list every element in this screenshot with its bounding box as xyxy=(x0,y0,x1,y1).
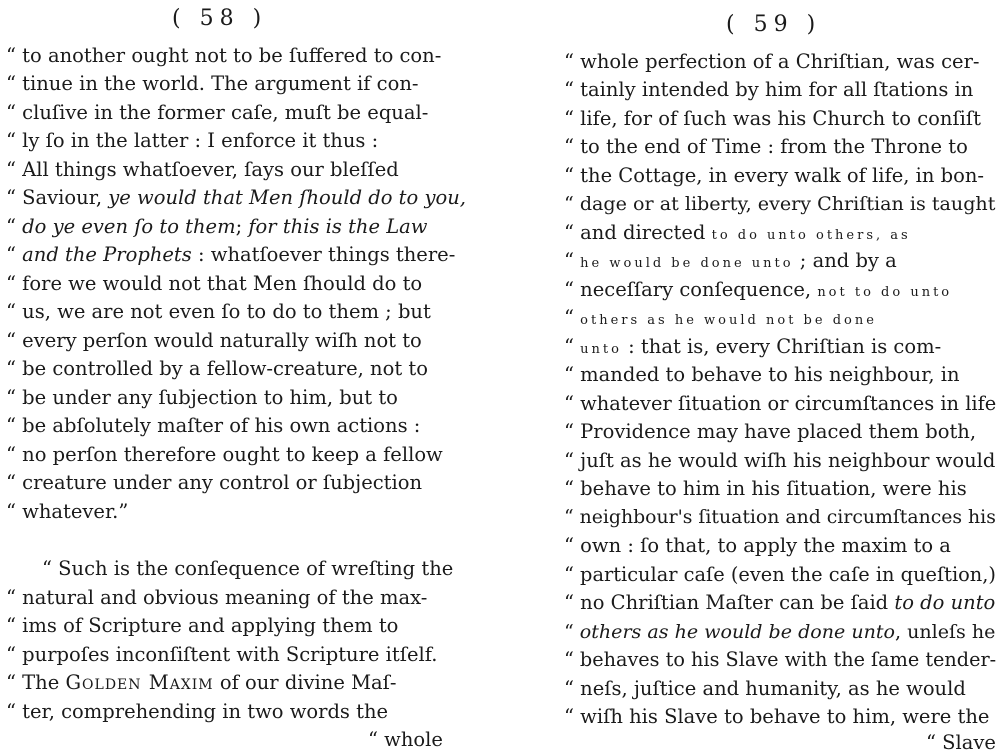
text-line: “ Such is the conſequence of wreſting the xyxy=(42,557,454,580)
text-line: “ wiſh his Slave to behave to him, were the xyxy=(564,705,990,728)
text-run: “ xyxy=(564,335,581,358)
text-line: “ cluſive in the former caſe, muſt be equal- xyxy=(6,101,429,124)
catchword: “ whole xyxy=(368,728,443,751)
text-run: , unleſs he xyxy=(894,621,996,643)
text-line: “ dage or at liberty, every Chriſtian is taught xyxy=(564,192,996,215)
text-line xyxy=(6,241,455,270)
text-line: “ be abſolutely maſter of his own actions : xyxy=(6,414,421,437)
text-run: “ xyxy=(564,306,581,329)
text-line: “ ims of Scripture and applying them to xyxy=(6,614,399,637)
text-line: “ tinue in the world. The argument if con- xyxy=(6,72,419,95)
text-run: “ The xyxy=(6,671,66,694)
scripture-quote: and the Prophets xyxy=(22,243,192,266)
small-caps-phrase: Golden Maxim xyxy=(65,671,214,694)
text-line xyxy=(564,304,877,336)
text-line: “ Providence may have placed them both, xyxy=(564,420,977,443)
text-run: of our divine Maſ- xyxy=(213,671,397,694)
text-line: “ fore we would not that Men ſhould do to xyxy=(6,272,423,295)
text-line: “ purpoſes inconſiſtent with Scripture itſelf. xyxy=(6,643,438,666)
text-line xyxy=(564,247,897,279)
text-line: “ to another ought not to be ſuffered to con- xyxy=(6,44,442,67)
text-line: “ the Cottage, in every walk of life, in bon- xyxy=(564,164,985,187)
text-line: “ tainly intended by him for all ſtations in xyxy=(564,78,974,101)
text-line: “ own : ſo that, to apply the maxim to a xyxy=(564,534,951,557)
text-run: “ xyxy=(564,621,580,643)
text-line: “ ly ſo in the latter : I enforce it thus : xyxy=(6,129,379,152)
text-line: “ ter, comprehending in two words the xyxy=(6,700,389,723)
text-run: “ Saviour, xyxy=(6,186,109,209)
scripture-quote: others as he would be done unto xyxy=(579,621,895,643)
text-line: “ no perſon therefore ought to keep a fellow xyxy=(6,443,443,466)
text-line xyxy=(6,184,466,213)
text-line: “ juſt as he would wiſh his neighbour would xyxy=(564,449,996,472)
scripture-quote: ye would that Men ſhould do to you, xyxy=(108,186,466,209)
text-line xyxy=(564,333,941,365)
text-line: “ be controlled by a fellow-creature, not to xyxy=(6,357,428,380)
text-line: “ neighbour's ſituation and circumſtances his xyxy=(564,507,996,528)
text-line: “ every perſon would naturally wiſh not to xyxy=(6,329,422,352)
small-caps-phrase: to do unto others, as xyxy=(711,228,911,243)
text-line: “ behaves to his Slave with the ſame tender- xyxy=(564,648,997,671)
text-line: “ natural and obvious meaning of the max- xyxy=(6,586,428,609)
text-line xyxy=(6,213,428,242)
text-run: “ xyxy=(6,243,23,266)
small-caps-phrase: not to do unto xyxy=(817,285,953,300)
text-line: “ be under any ſubjection to him, but to xyxy=(6,386,398,409)
text-run: : that is, every Chriſtian is com- xyxy=(621,335,942,358)
text-run: ; and by a xyxy=(793,249,897,272)
text-line xyxy=(564,276,952,308)
scripture-quote: do ye even ſo to them xyxy=(22,215,236,238)
page-number: ( 58 ) xyxy=(172,6,268,31)
catchword: “ Slave xyxy=(926,731,996,754)
text-run: “ xyxy=(564,249,581,272)
text-run: “ xyxy=(6,215,23,238)
text-line: “ manded to behave to his neighbour, in xyxy=(564,363,960,386)
text-line xyxy=(564,589,995,618)
text-line: “ neſs, juſtice and humanity, as he would xyxy=(564,677,966,700)
text-run: : whatſoever things there- xyxy=(191,243,456,266)
page-number: ( 59 ) xyxy=(726,12,822,37)
text-line xyxy=(6,669,396,698)
small-caps-phrase: he would be done unto xyxy=(580,256,794,271)
text-run: “ no Chriſtian Maſter can be ſaid xyxy=(564,591,895,614)
text-line: “ particular caſe (even the caſe in queſtion,) xyxy=(564,563,996,586)
text-line: “ whatever ſituation or circumſtances in life xyxy=(564,392,997,415)
text-line xyxy=(564,618,995,647)
text-line: “ All things whatſoever, ſays our bleſſed xyxy=(6,158,399,181)
scripture-quote: for this is the Law xyxy=(248,215,428,238)
right-page xyxy=(540,0,1000,756)
left-page xyxy=(0,0,470,756)
text-run: ; xyxy=(235,215,249,238)
small-caps-phrase: unto xyxy=(580,342,622,357)
text-line: “ whatever.” xyxy=(6,500,129,523)
text-line: “ creature under any control or ſubjection xyxy=(6,471,423,494)
text-run: “ neceſſary conſequence, xyxy=(564,278,818,301)
text-line: “ us, we are not even ſo to do to them ; but xyxy=(6,300,431,323)
small-caps-phrase: others as he would not be done xyxy=(580,313,877,328)
text-run: “ and directed xyxy=(564,221,712,244)
scripture-quote: to do unto xyxy=(894,591,996,614)
text-line: “ life, for of ſuch was his Church to conſiſt xyxy=(564,107,981,130)
text-line: “ whole perfection of a Chriſtian, was cer- xyxy=(564,50,980,73)
text-line: “ to the end of Time : from the Throne to xyxy=(564,135,968,158)
text-line: “ behave to him in his ſituation, were his xyxy=(564,477,967,500)
text-line xyxy=(564,219,911,251)
